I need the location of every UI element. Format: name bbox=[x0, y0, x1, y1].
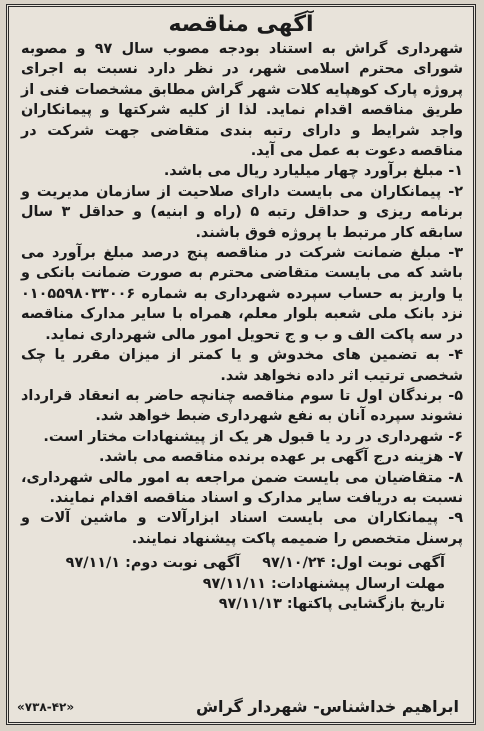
tender-notice bbox=[6, 4, 476, 725]
notice-item: ۶- شهرداری در رد یا قبول هر یک از پیشنهادات مختار است. bbox=[43, 428, 463, 445]
notice-item: ۹- پیمانکاران می بایست اسناد ابزارآلات و ماشین آلات و پرسنل متخصص را ضمیمه پاکت پیشنهاد نمایند. bbox=[21, 510, 463, 547]
notice-item: ۷- هزینه درج آگهی بر عهده برنده مناقصه می باشد. bbox=[99, 449, 463, 466]
notice-code: «۷۳۸-۴۲» bbox=[17, 699, 75, 714]
notice-item: ۵- برندگان اول تا سوم مناقصه چنانچه حاضر به انعقاد قرارداد نشوند سپرده آنان به نفع شهرداری ضبط خواهد شد. bbox=[21, 387, 463, 425]
first-publication bbox=[262, 553, 445, 573]
notice-body bbox=[9, 39, 473, 549]
notice-title: آگهی مناقصه bbox=[168, 12, 314, 37]
deadline-row bbox=[19, 574, 445, 594]
notice-item: ۲- پیمانکاران می بایست دارای صلاحیت از سازمان مدیریت و برنامه ریزی و حداقل رتبه ۵ (راه و ابنیه) و حداقل ۳ سال سابقه کار مرتبط با پروژه فوق باشند. bbox=[21, 183, 463, 241]
submission-deadline bbox=[203, 574, 445, 594]
first-publication-date: ۹۷/۱۰/۲۴ bbox=[262, 555, 326, 572]
notice-item: ۸- متقاضیان می بایست ضمن مراجعه به امور مالی شهرداری، نسبت به دریافت سایر مدارک و اسناد مناقصه اقدام نمایند. bbox=[21, 469, 463, 506]
envelope-opening-label: تاریخ بازگشایی پاکتها: bbox=[286, 595, 445, 612]
envelope-opening bbox=[219, 594, 445, 614]
submission-deadline-label: مهلت ارسال پیشنهادات: bbox=[270, 575, 445, 592]
opening-row bbox=[19, 594, 445, 614]
notice-footer bbox=[17, 697, 459, 716]
second-publication-label: آگهی نوبت دوم: bbox=[125, 555, 241, 572]
second-publication bbox=[66, 553, 241, 573]
first-publication-label: آگهی نوبت اول: bbox=[330, 555, 445, 572]
mayor-signature: ابراهیم خداشناس- شهردار گراش bbox=[195, 697, 459, 716]
submission-deadline-date: ۹۷/۱۱/۱۱ bbox=[202, 575, 266, 592]
notice-item: ۴- به تضمین های مخدوش و یا کمتر از میزان مقرر یا چک شخصی ترتیب اثر داده نخواهد شد. bbox=[21, 347, 463, 384]
publication-dates-row bbox=[19, 553, 445, 573]
notice-item: ۳- مبلغ ضمانت شرکت در مناقصه پنج درصد مبلغ برآورد می باشد که می بایست متقاضی محترم به صورت ضمانت بانکی و یا واریز به حساب سپرده شهرداری به شماره ۰۱۰۵۵۹۸۰۳۳۰۰۶ نزد بانک ملی شعبه بلوار معلم، همراه با سایر مدارک مناقصه در سه پاکت الف و ب و ج تحویل امور مالی شهرداری نماید. bbox=[21, 245, 463, 343]
second-publication-date: ۹۷/۱۱/۱ bbox=[65, 555, 121, 572]
notice-intro: شهرداری گراش به استناد بودجه مصوب سال ۹۷ و مصوبه شورای محترم اسلامی شهر، در نظر دارد نسبت به اجرای پروژه پارک کوهپایه کلات شهر گراش مطابق مشخصات فنی از طریق مناقصه اقدام نماید. لذا از کلیه شرکتها و پیمانکاران واجد شرایط و دارای رتبه بندی متقاضی جهت شرکت در مناقصه دعوت به عمل می آید. bbox=[21, 41, 463, 160]
notice-item: ۱- مبلغ برآورد چهار میلیارد ریال می باشد. bbox=[163, 163, 463, 180]
envelope-opening-date: ۹۷/۱۱/۱۳ bbox=[218, 595, 282, 612]
notice-dates bbox=[9, 549, 473, 614]
